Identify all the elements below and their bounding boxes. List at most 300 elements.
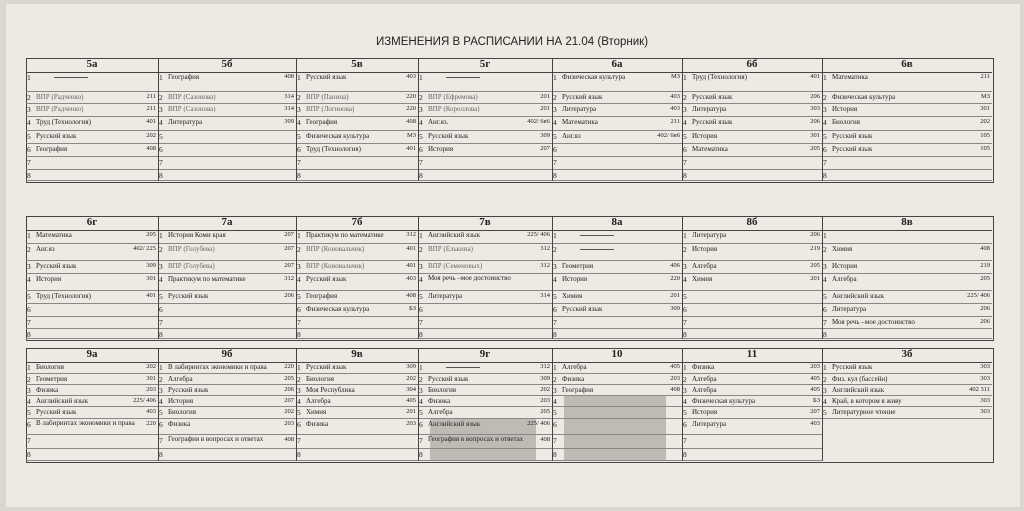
class-name: 6в	[901, 58, 913, 70]
subject-name: ВПР (Коновальчик)	[306, 262, 365, 270]
lesson-number: 2	[159, 375, 163, 384]
lesson-row	[26, 435, 158, 449]
lesson-row	[822, 304, 992, 317]
subject-name: Английский язык	[832, 386, 885, 394]
lesson-number: 4	[683, 275, 687, 284]
lesson-row	[822, 261, 992, 274]
subject-name: Алгебра	[832, 275, 857, 283]
subject-name: Физика	[692, 363, 715, 371]
lesson-row	[822, 396, 992, 407]
subject-name: ВПР (Елькина)	[428, 245, 473, 253]
class-name: 5в	[351, 58, 363, 70]
lesson-row	[26, 131, 158, 144]
lesson-row	[158, 104, 296, 117]
lesson-number: 4	[553, 118, 557, 127]
subject-name: Алгебра	[692, 386, 717, 394]
lesson-row	[158, 117, 296, 131]
lesson-number: 5	[159, 132, 163, 141]
lesson-row	[552, 261, 682, 274]
lesson-number: 1	[683, 363, 687, 372]
lesson-row	[296, 304, 418, 317]
subject-name: В лабиринтах экономики и права	[168, 363, 267, 371]
lesson-row	[158, 92, 296, 104]
subject-name: Физика	[36, 386, 59, 394]
subject-name: Алгебра	[306, 397, 331, 405]
lesson-row	[296, 72, 418, 92]
room-number: 202	[406, 375, 416, 382]
subject-name	[562, 245, 662, 253]
lesson-row	[682, 117, 822, 131]
column-divider	[158, 216, 159, 339]
room-number: 220	[406, 93, 416, 100]
room-number: 105	[980, 132, 990, 139]
lesson-row	[418, 449, 552, 461]
lesson-number: 8	[419, 330, 423, 339]
room-number: 225/ 406	[527, 420, 550, 427]
class-name: 5а	[86, 58, 98, 70]
room-number: 408	[540, 436, 550, 443]
lesson-number: 2	[823, 93, 827, 102]
room-number: 105	[980, 145, 990, 152]
lesson-number: 3	[159, 386, 163, 395]
lesson-row	[418, 419, 552, 435]
subject-name: Труд (Технология)	[36, 292, 91, 300]
cancelled-dash	[580, 249, 614, 250]
lesson-number: 1	[419, 73, 423, 82]
subject-name: Химия	[306, 408, 327, 416]
lesson-row	[682, 304, 822, 317]
lesson-row	[296, 117, 418, 131]
lesson-number: 5	[159, 408, 163, 417]
lesson-number: 4	[159, 275, 163, 284]
lesson-row	[158, 274, 296, 291]
room-number: 202	[540, 386, 550, 393]
lesson-number: 8	[419, 171, 423, 180]
subject-name: Литература	[692, 420, 727, 428]
subject-name: Биология	[832, 118, 861, 126]
lesson-row	[418, 329, 552, 339]
room-number: 205	[810, 145, 820, 152]
lesson-number: 3	[297, 386, 301, 395]
lesson-row	[418, 157, 552, 170]
lesson-row	[158, 291, 296, 304]
room-number: 301	[146, 375, 156, 382]
lesson-row	[682, 131, 822, 144]
subject-name: Алгебра	[692, 262, 717, 270]
header-underline	[296, 72, 418, 73]
lesson-row	[552, 131, 682, 144]
room-number: 202	[146, 132, 156, 139]
lesson-row	[682, 144, 822, 157]
room-number: 402/ 225	[133, 245, 156, 252]
lesson-row	[682, 317, 822, 329]
subject-name: История Коми края	[168, 231, 226, 239]
lesson-number: 1	[159, 231, 163, 240]
subject-name	[36, 73, 138, 81]
shaded-cell	[564, 449, 666, 460]
class-name: 6б	[746, 58, 758, 70]
subject-name: География	[168, 73, 200, 81]
lesson-row	[822, 92, 992, 104]
lesson-number: 2	[553, 375, 557, 384]
lesson-row	[418, 317, 552, 329]
lesson-row	[552, 304, 682, 317]
column-divider	[296, 58, 297, 181]
lesson-number: 5	[27, 408, 31, 417]
room-number: 402 311	[969, 386, 990, 393]
lesson-row	[26, 291, 158, 304]
class-name: 10	[611, 348, 623, 360]
subject-name: Алгебра	[562, 363, 587, 371]
room-number: 206	[980, 305, 990, 312]
room-number: 203	[284, 420, 294, 427]
lesson-number: 1	[683, 231, 687, 240]
class-name: 5б	[221, 58, 233, 70]
header-underline	[822, 72, 992, 73]
room-number: 201	[406, 408, 416, 415]
lesson-row	[682, 449, 822, 461]
lesson-number: 3	[553, 105, 557, 114]
lesson-row	[682, 329, 822, 339]
lesson-number: 4	[823, 118, 827, 127]
subject-name: В лабиринтах экономики и права	[36, 420, 135, 427]
lesson-row	[682, 362, 822, 374]
lesson-row	[822, 329, 992, 339]
lesson-number: 2	[683, 245, 687, 254]
lesson-row	[296, 385, 418, 396]
lesson-row	[158, 419, 296, 435]
subject-name: ВПР (Семеновых)	[428, 262, 483, 270]
lesson-row	[552, 396, 682, 407]
room-number: 309	[540, 132, 550, 139]
room-number: 304	[406, 386, 416, 393]
lesson-number: 7	[419, 436, 423, 445]
lesson-row	[158, 449, 296, 461]
lesson-number: 5	[159, 292, 163, 301]
lesson-row	[682, 385, 822, 396]
lesson-row	[552, 317, 682, 329]
column-divider	[418, 58, 419, 181]
lesson-number: 3	[683, 262, 687, 271]
subject-name: Русский язык	[306, 275, 347, 283]
lesson-number: 1	[159, 363, 163, 372]
lesson-row	[552, 230, 682, 244]
lesson-row	[552, 419, 682, 435]
lesson-number: 2	[159, 93, 163, 102]
room-number: 403	[406, 73, 416, 80]
subject-name: История	[562, 275, 588, 283]
lesson-row	[296, 244, 418, 261]
room-number: 408	[670, 386, 680, 393]
subject-name: Литература	[692, 105, 727, 113]
class-name: 5г	[479, 58, 491, 70]
room-number: 205	[980, 275, 990, 282]
class-column	[158, 58, 296, 181]
lesson-row	[418, 131, 552, 144]
subject-name: Геометрия	[562, 262, 594, 270]
subject-name: Математика	[36, 231, 72, 239]
room-number: 312	[406, 231, 416, 238]
lesson-number: 6	[27, 145, 31, 154]
room-number: 201	[540, 105, 550, 112]
room-number: 219	[810, 245, 820, 252]
subject-name: Анг.яз.	[428, 118, 449, 126]
room-number: 206	[284, 292, 294, 299]
lesson-number: 1	[27, 73, 31, 82]
lesson-row	[296, 170, 418, 181]
lesson-row	[682, 374, 822, 385]
page-title: ИЗМЕНЕНИЯ В РАСПИСАНИИ НА 21.04 (Вторник)	[375, 36, 649, 48]
lesson-row	[26, 261, 158, 274]
room-number: 205	[146, 231, 156, 238]
subject-name: Русский язык	[832, 363, 873, 371]
lesson-row	[158, 362, 296, 374]
lesson-number: 8	[27, 450, 31, 459]
lesson-number: 6	[553, 305, 557, 314]
lesson-number: 8	[297, 450, 301, 459]
room-number: 303	[810, 105, 820, 112]
lesson-number: 7	[159, 318, 163, 327]
lesson-number: 6	[823, 145, 827, 154]
lesson-number: 4	[419, 118, 423, 127]
subject-name: Практикум по математике	[168, 275, 246, 283]
lesson-row	[26, 374, 158, 385]
class-column	[26, 216, 158, 339]
shaded-cell	[430, 449, 536, 460]
subject-name: Физическая культура	[692, 397, 756, 405]
lesson-number: 1	[419, 231, 423, 240]
lesson-row	[296, 419, 418, 435]
lesson-number: 5	[823, 292, 827, 301]
lesson-row	[418, 385, 552, 396]
room-number: 225/ 406	[133, 397, 156, 404]
lesson-row	[682, 291, 822, 304]
lesson-number: 5	[297, 292, 301, 301]
lesson-row	[552, 144, 682, 157]
lesson-row	[822, 131, 992, 144]
column-divider	[158, 58, 159, 181]
column-divider	[296, 348, 297, 461]
lesson-row	[296, 407, 418, 419]
lesson-number: 8	[159, 450, 163, 459]
subject-name: География	[562, 386, 594, 394]
shaded-cell	[564, 396, 666, 406]
cancelled-dash	[54, 77, 88, 78]
subject-name: ВПР (Сазонова)	[168, 105, 216, 113]
class-column	[296, 348, 418, 461]
lesson-number: 2	[159, 245, 163, 254]
lesson-row	[552, 92, 682, 104]
lesson-row	[296, 374, 418, 385]
subject-name: ВПР (Голубева)	[168, 245, 215, 253]
class-column	[418, 216, 552, 339]
subject-name: Биология	[168, 408, 197, 416]
subject-name: ВПР (Короллова)	[428, 105, 480, 113]
header-underline	[158, 72, 296, 73]
room-number: 303	[980, 375, 990, 382]
lesson-number: 7	[419, 158, 423, 167]
lesson-row	[418, 374, 552, 385]
lesson-row	[552, 244, 682, 261]
cancelled-dash	[580, 235, 614, 236]
class-column	[158, 348, 296, 461]
lesson-row	[552, 385, 682, 396]
lesson-number: 3	[553, 262, 557, 271]
room-number: 205	[284, 375, 294, 382]
room-number: 219	[980, 262, 990, 269]
column-divider	[552, 58, 553, 181]
lesson-row	[418, 72, 552, 92]
subject-name: Биология	[306, 375, 335, 383]
lesson-row	[822, 374, 992, 385]
room-number: 207	[284, 262, 294, 269]
room-number: 408	[284, 436, 294, 443]
subject-name: Русский язык	[428, 375, 469, 383]
room-number: 312	[540, 363, 550, 370]
class-name: 9б	[221, 348, 233, 360]
lesson-row	[682, 396, 822, 407]
room-number: 206	[810, 93, 820, 100]
room-number: 408	[406, 118, 416, 125]
lesson-row	[158, 261, 296, 274]
room-number: 206	[810, 231, 820, 238]
lesson-number: 5	[553, 132, 557, 141]
lesson-number: 4	[27, 118, 31, 127]
column-divider	[822, 348, 823, 461]
lesson-row	[296, 230, 418, 244]
subject-name: Алгебра	[168, 375, 193, 383]
subject-name: Химия	[692, 275, 713, 283]
lesson-row	[296, 449, 418, 461]
lesson-number: 5	[823, 132, 827, 141]
lesson-number: 8	[553, 171, 557, 180]
lesson-number: 1	[297, 363, 301, 372]
lesson-row	[296, 362, 418, 374]
lesson-row	[682, 230, 822, 244]
lesson-number: 2	[683, 93, 687, 102]
lesson-row	[26, 92, 158, 104]
lesson-row	[26, 230, 158, 244]
lesson-number: 5	[297, 132, 301, 141]
room-number: 403	[670, 105, 680, 112]
header-underline	[418, 362, 552, 363]
lesson-row	[822, 157, 992, 170]
subject-name: Физ. кул (бассейн)	[832, 375, 888, 383]
lesson-number: 1	[159, 73, 163, 82]
lesson-row	[26, 329, 158, 339]
lesson-number: 4	[159, 397, 163, 406]
room-number: 203	[810, 363, 820, 370]
subject-name: ВПР (Радченко)	[36, 105, 84, 113]
subject-name: Моя речь –мое достоинство	[428, 275, 511, 282]
class-name: 9г	[479, 348, 491, 360]
room-number: 303	[980, 363, 990, 370]
lesson-number: 7	[553, 318, 557, 327]
header-underline	[158, 362, 296, 363]
lesson-row	[296, 291, 418, 304]
class-name: 11	[746, 348, 758, 360]
subject-name: Труд (Технология)	[36, 118, 91, 126]
room-number: 205	[810, 262, 820, 269]
class-column	[822, 216, 992, 339]
subject-name: Физика	[562, 375, 585, 383]
lesson-row	[158, 244, 296, 261]
lesson-number: 3	[27, 105, 31, 114]
room-number: 203	[670, 375, 680, 382]
lesson-row	[552, 274, 682, 291]
lesson-number: 4	[683, 397, 687, 406]
subject-name: Литература	[832, 305, 867, 313]
lesson-number: 7	[297, 158, 301, 167]
lesson-number: 6	[683, 420, 687, 429]
subject-name: Геометрия	[36, 375, 68, 383]
lesson-row	[26, 304, 158, 317]
header-underline	[418, 230, 552, 231]
lesson-number: 6	[27, 305, 31, 314]
lesson-number: 3	[27, 386, 31, 395]
lesson-number: 1	[553, 231, 557, 240]
room-number: 303	[980, 397, 990, 404]
header-underline	[682, 362, 822, 363]
lesson-row	[158, 144, 296, 157]
lesson-number: 2	[823, 245, 827, 254]
lesson-number: 2	[419, 375, 423, 384]
lesson-row	[418, 104, 552, 117]
lesson-row	[296, 396, 418, 407]
column-divider	[822, 58, 823, 181]
lesson-number: 8	[553, 330, 557, 339]
lesson-row	[418, 304, 552, 317]
lesson-row	[418, 230, 552, 244]
lesson-number: 6	[27, 420, 31, 429]
room-number: 314	[284, 93, 294, 100]
lesson-row	[552, 362, 682, 374]
room-number: 403	[146, 408, 156, 415]
room-number: 207	[540, 145, 550, 152]
subject-name: ВПР (Логинова)	[306, 105, 355, 113]
lesson-row	[26, 157, 158, 170]
lesson-number: 6	[823, 305, 827, 314]
subject-name: Анг.яз	[36, 245, 55, 253]
room-number: 408	[406, 292, 416, 299]
lesson-row	[26, 362, 158, 374]
lesson-number: 8	[27, 330, 31, 339]
cancelled-dash	[446, 367, 480, 368]
lesson-row	[682, 435, 822, 449]
lesson-row	[158, 407, 296, 419]
subject-name: Химия	[562, 292, 583, 300]
room-number: 206	[284, 386, 294, 393]
room-number: 220	[670, 275, 680, 282]
room-number: 201	[670, 292, 680, 299]
lesson-number: 5	[27, 132, 31, 141]
lesson-number: 8	[823, 171, 827, 180]
subject-name: Алгебра	[692, 375, 717, 383]
room-number: 202	[980, 118, 990, 125]
room-number: 401	[146, 292, 156, 299]
lesson-row	[158, 317, 296, 329]
lesson-number: 2	[27, 245, 31, 254]
shaded-cell	[564, 407, 666, 418]
lesson-number: 6	[419, 305, 423, 314]
lesson-row	[552, 449, 682, 461]
subject-name: Русский язык	[832, 145, 873, 153]
class-name: 9а	[86, 348, 98, 360]
lesson-number: 3	[159, 105, 163, 114]
lesson-row	[682, 104, 822, 117]
lesson-row	[822, 407, 992, 419]
lesson-row	[552, 291, 682, 304]
